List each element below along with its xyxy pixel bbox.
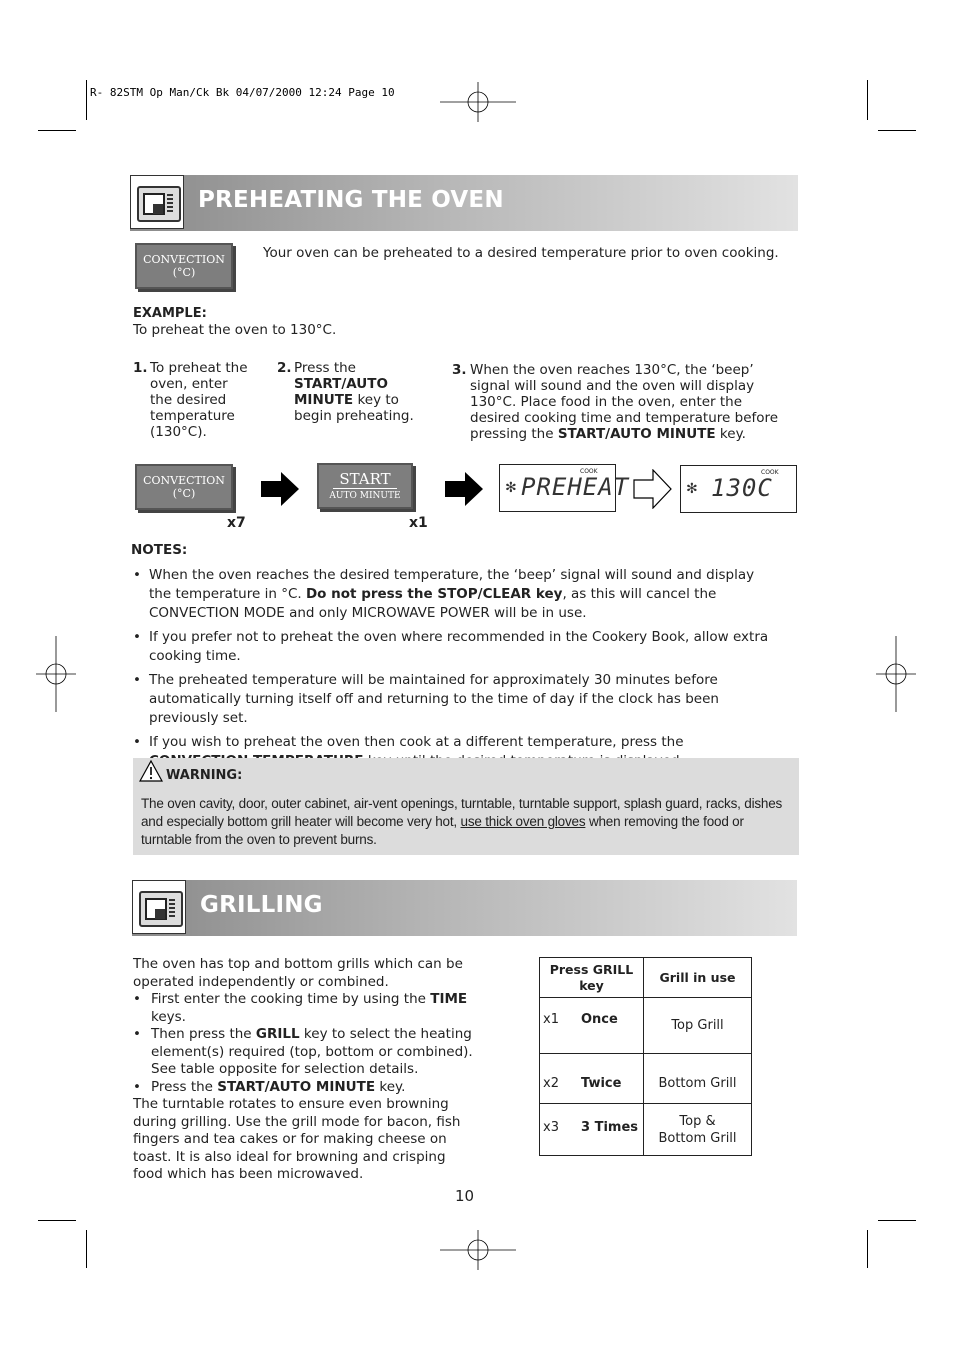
crop-mark <box>878 1220 916 1221</box>
cook-indicator: COOK <box>580 468 598 475</box>
grilling-intro: The oven has top and bottom grills which can be operated independently or combined. <box>133 956 463 990</box>
table-cell: Bottom Grill <box>644 1054 752 1104</box>
grilling-bullet: • Then press the GRILL key to select the heating element(s) required (top, bottom or combined). See table opposite for selection details. <box>133 1026 473 1077</box>
press-count-x1: x1 <box>409 515 428 531</box>
step-number: 1. <box>133 360 148 376</box>
section-banner-grilling <box>132 880 797 936</box>
warning-label: WARNING: <box>166 768 243 783</box>
section-banner-preheating <box>130 175 798 231</box>
table-header-row <box>540 958 752 998</box>
step-number: 2. <box>277 360 292 376</box>
table-cell: x2 Twice <box>540 1054 644 1104</box>
crop-mark <box>867 1230 868 1268</box>
table-row <box>540 1054 752 1104</box>
step-3 <box>452 362 792 442</box>
arrow-right-icon <box>445 472 483 506</box>
display-text: PREHEAT <box>521 473 630 501</box>
section-title: GRILLING <box>200 892 323 918</box>
step-text: Press the START/AUTO MINUTE key to begin preheating. <box>294 360 414 424</box>
registration-mark-left <box>36 636 76 712</box>
grilling-outro: The turntable rotates to ensure even browning during grilling. Use the grill mode for bacon, fish fingers and tea cakes or for making cheese on toast. It is also ideal for browning and crisping food which has been microwaved. <box>133 1096 461 1182</box>
fan-icon: ✻ <box>505 480 517 496</box>
microwave-icon <box>130 175 184 229</box>
convection-key-unit: (°C) <box>172 266 196 279</box>
notes-list <box>133 566 773 776</box>
press-count-x7: x7 <box>227 515 246 531</box>
table-cell: x3 3 Times <box>540 1104 644 1156</box>
crop-mark <box>86 80 87 120</box>
example-label: EXAMPLE: <box>133 306 207 321</box>
section-title: PREHEATING THE OVEN <box>198 187 504 213</box>
start-auto-minute-key <box>317 463 413 509</box>
convection-key <box>135 243 233 289</box>
grilling-text <box>133 956 478 1184</box>
warning-box <box>133 758 799 855</box>
crop-mark <box>867 80 868 120</box>
auto-minute-label: AUTO MINUTE <box>329 491 401 501</box>
table-cell: x1 Once <box>540 998 644 1054</box>
registration-mark-bottom <box>440 1230 516 1270</box>
microwave-icon <box>132 880 186 934</box>
convection-key-unit: (°C) <box>172 487 196 500</box>
note-item: • The preheated temperature will be maintained for approximately 30 minutes before automatically turning itself off and returning to the time of day if the clock has been previously set. <box>133 671 773 728</box>
convection-key-label: CONVECTION <box>143 474 225 487</box>
display-preheat <box>499 464 630 512</box>
registration-mark-top <box>440 82 516 122</box>
grilling-bullet: • Press the START/AUTO MINUTE key. <box>133 1078 406 1095</box>
warning-text: The oven cavity, door, outer cabinet, air-vent openings, turntable, turntable support, splash guard, racks, dishes and especially bottom grill heater will become very hot, use thick oven gloves when removing the food or turntable from the oven to prevent burns. <box>141 796 783 847</box>
registration-mark-right <box>876 636 916 712</box>
start-key-label: START <box>333 470 397 489</box>
crop-mark <box>38 130 76 131</box>
arrow-outline-right-icon <box>633 469 673 509</box>
intro-text: Your oven can be preheated to a desired temperature prior to oven cooking. <box>263 245 779 261</box>
grill-table <box>539 957 752 1156</box>
crop-mark <box>878 130 916 131</box>
display-temperature <box>680 465 797 513</box>
convection-key-label: CONVECTION <box>143 253 225 266</box>
cook-indicator: COOK <box>761 469 779 476</box>
step-1 <box>133 360 253 440</box>
grilling-bullet: • First enter the cooking time by using the TIME keys. <box>133 991 468 1025</box>
arrow-right-icon <box>261 472 299 506</box>
step-text: To preheat the oven, enter the desired temperature (130°C). <box>150 360 248 440</box>
crop-mark <box>38 1220 76 1221</box>
fan-icon: ✻ <box>686 481 698 497</box>
page-number: 10 <box>455 1187 475 1205</box>
table-header: Grill in use <box>644 958 752 998</box>
print-header: R- 82STM Op Man/Ck Bk 04/07/2000 12:24 Page 10 <box>90 86 395 99</box>
note-item: • When the oven reaches the desired temperature, the ‘beep’ signal will sound and display the temperature in °C. Do not press the STOP/CLEAR key, as this will cancel the CONVECTION MODE and only MICROWAVE POWER will be in use. <box>133 566 773 623</box>
notes-label: NOTES: <box>131 542 188 558</box>
table-row <box>540 1104 752 1156</box>
step-number: 3. <box>452 362 467 378</box>
step-2 <box>277 360 437 424</box>
table-cell: Top & Bottom Grill <box>644 1104 752 1156</box>
table-row <box>540 998 752 1054</box>
convection-key <box>135 464 233 510</box>
note-item: • If you prefer not to preheat the oven where recommended in the Cookery Book, allow extra cooking time. <box>133 628 773 666</box>
crop-mark <box>86 1230 87 1268</box>
example-text: To preheat the oven to 130°C. <box>133 322 337 338</box>
table-header: Press GRILL key <box>540 958 644 998</box>
display-text: 130C <box>711 474 773 502</box>
table-cell: Top Grill <box>644 998 752 1054</box>
note-item: • If you wish to preheat the oven then cook at a different temperature, press the <box>133 733 773 771</box>
step-text: When the oven reaches 130°C, the ‘beep’ signal will sound and the oven will display 130°C. Place food in the oven, enter the desired cooking time and temperature before pressing the START/AUTO MINUTE key. <box>470 362 779 442</box>
warning-triangle-icon <box>139 760 163 782</box>
